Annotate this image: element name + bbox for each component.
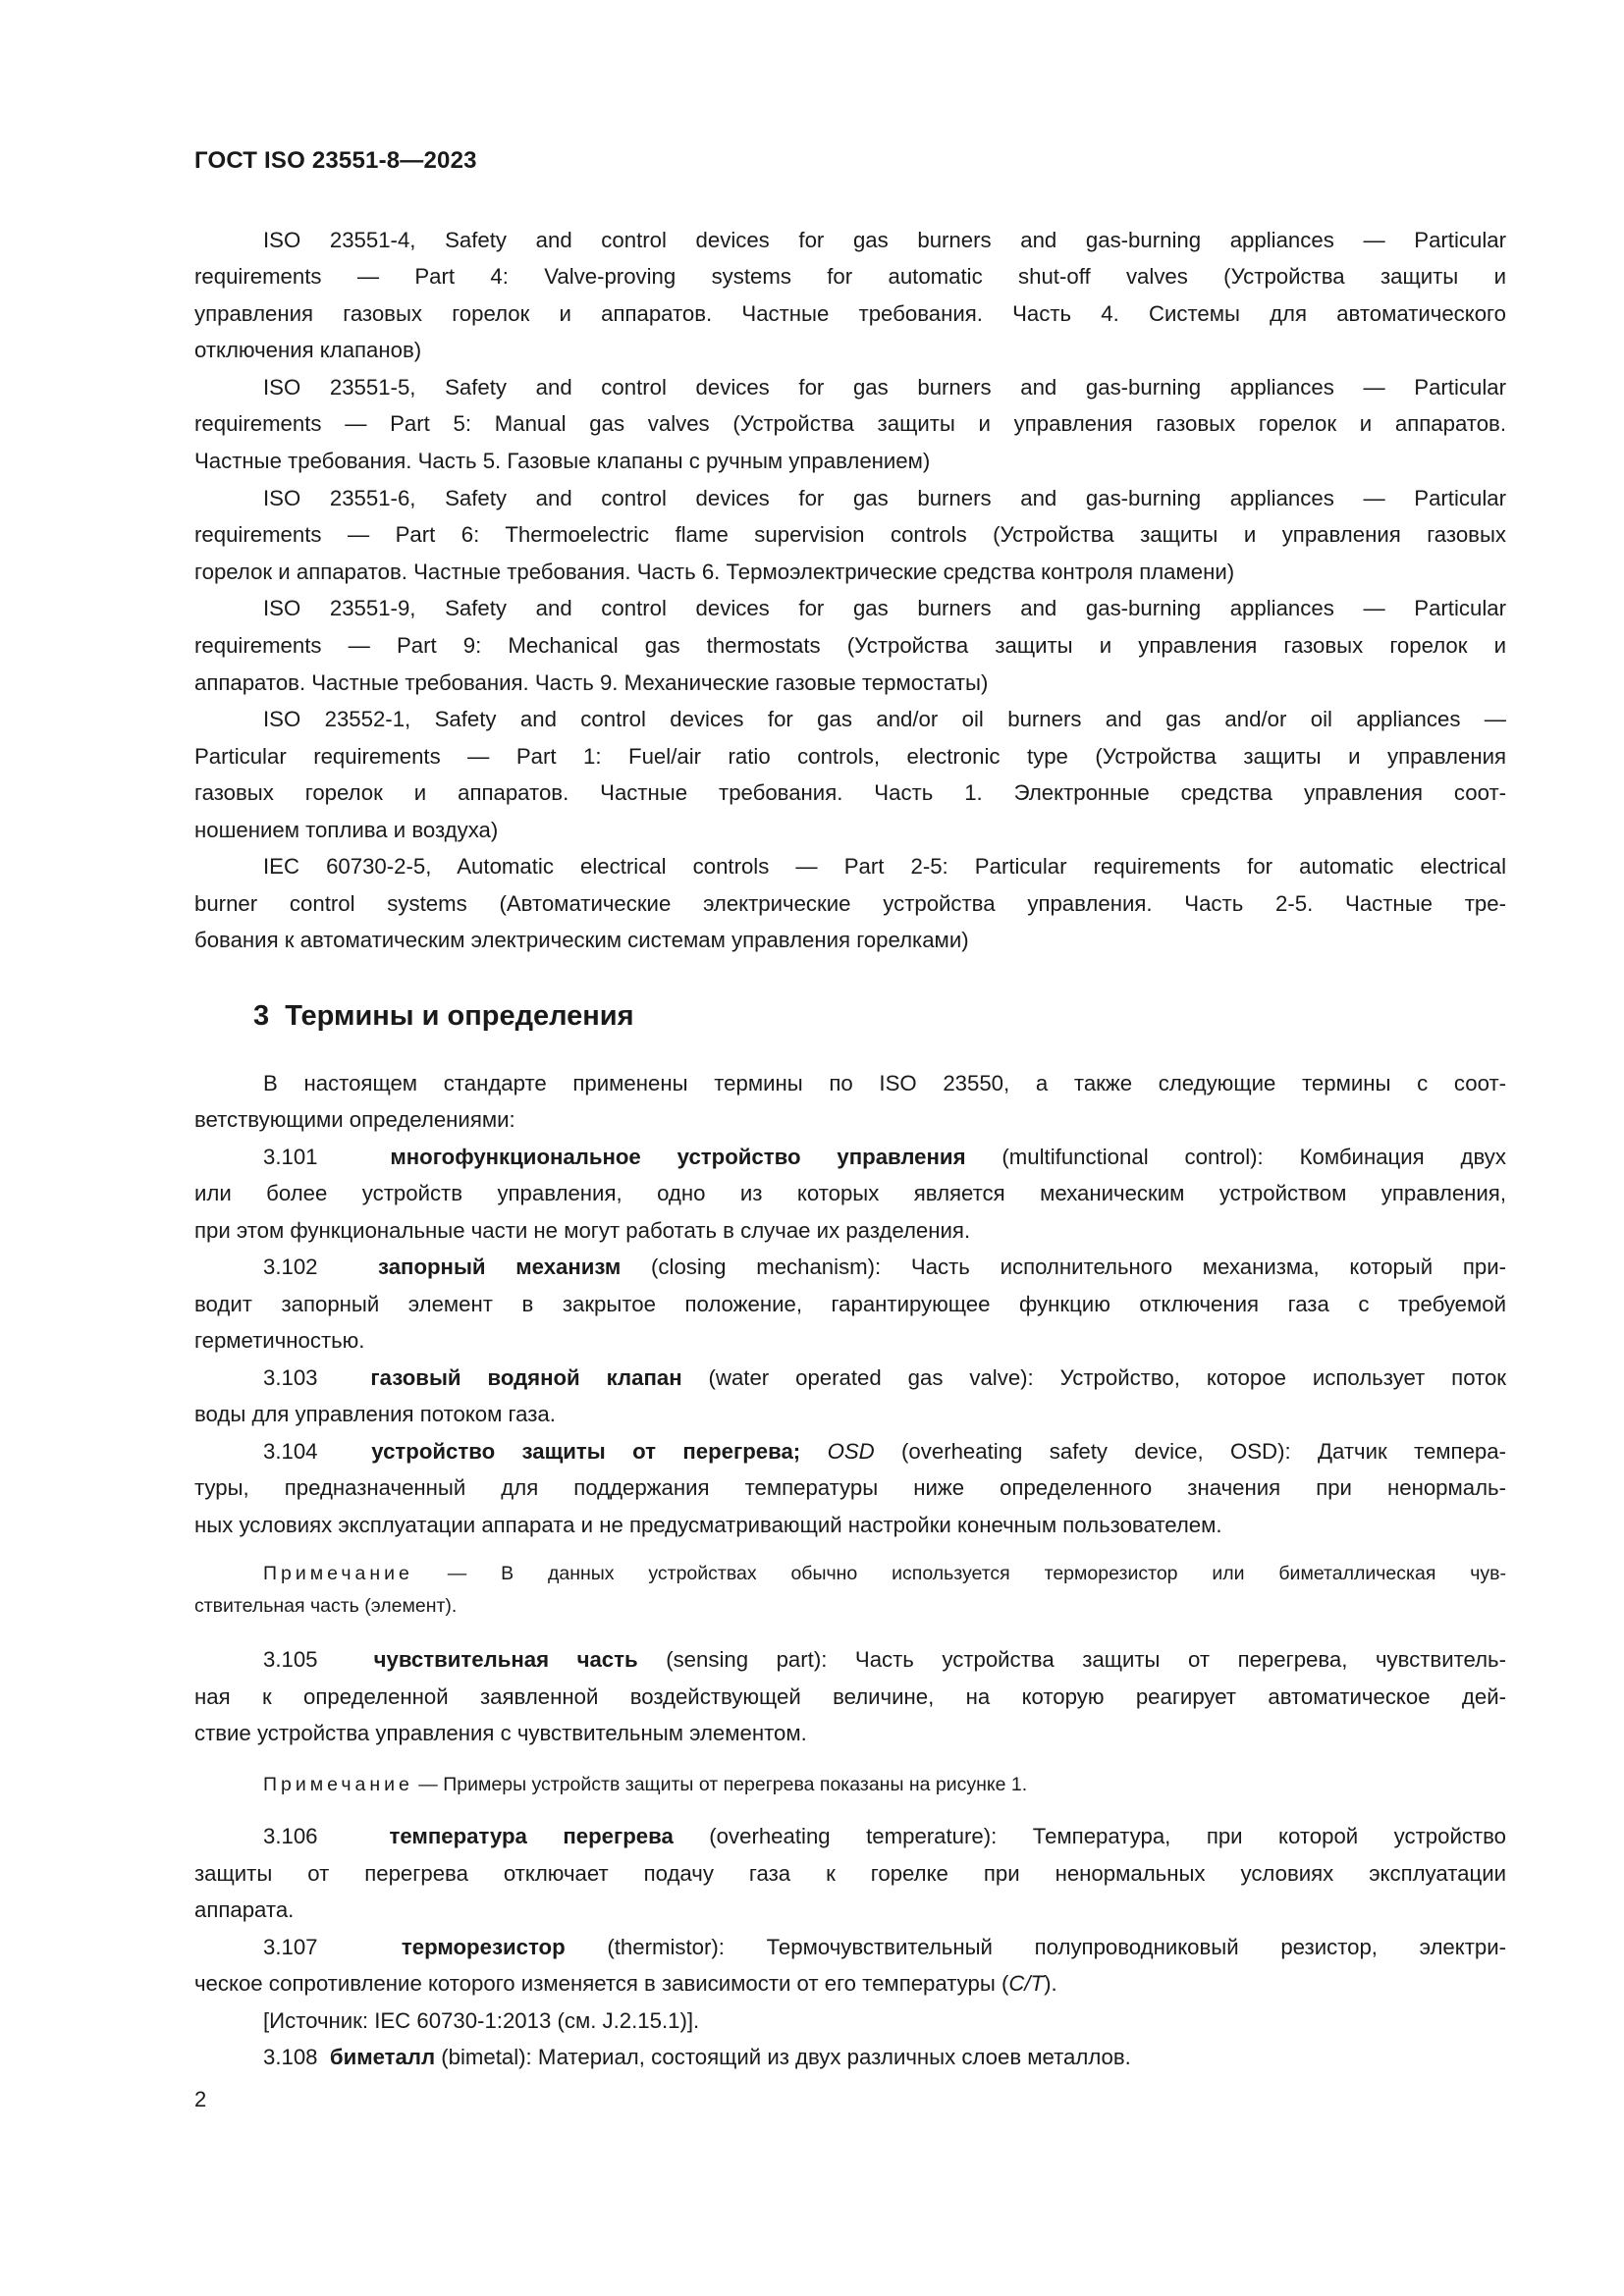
reference-line: ношением топлива и воздуха) [194,818,499,842]
term-line: при этом функциональные части не могут работать в случае их разделения. [194,1218,971,1243]
term-line: ческое сопротивление которого изменяется в зависимости от его температуры (C/T). [194,1971,1057,1996]
term-3-102: 3.102 запорный механизм (closing mechanism): Часть исполнительного механизма, который при- [263,1255,1506,1279]
section-title: Термины и определения [285,1000,634,1032]
reference-line: requirements — Part 6: Thermoelectric flame supervision controls (Устройства защиты и управления газовых [194,522,1506,547]
term-line: аппарата. [194,1897,295,1922]
term-line: ная к определенной заявленной воздействующей величине, на которую реагирует автоматическое дей- [194,1684,1506,1709]
reference-line: ISO 23552-1, Safety and control devices for gas and/or oil burners and gas and/or oil appliances — [263,707,1506,731]
note-line: ствительная часть (элемент). [194,1595,458,1617]
reference-line: горелок и аппаратов. Частные требования. Часть 6. Термоэлектрические средства контроля пламени) [194,560,1235,584]
reference-line: IEC 60730-2-5, Automatic electrical controls — Part 2-5: Particular requirements for automatic electrical [263,854,1506,879]
term-3-101: 3.101 многофункциональное устройство управления (multifunctional control): Комбинация двух [263,1145,1506,1169]
reference-line: ISO 23551-9, Safety and control devices for gas burners and gas-burning appliances — Particular [263,596,1506,620]
section-intro-line: ветствующими определениями: [194,1107,515,1132]
term-3-107: 3.107 терморезистор (thermistor): Термочувствительный полупроводниковый резистор, электри- [263,1935,1506,1959]
reference-line: аппаратов. Частные требования. Часть 9. Механические газовые термостаты) [194,670,989,695]
page-number: 2 [194,2087,207,2111]
reference-line: бования к автоматическим электрическим системам управления горелками) [194,928,969,952]
reference-line: Частные требования. Часть 5. Газовые клапаны с ручным управлением) [194,449,931,473]
term-name: биметалл [329,2045,436,2069]
term-3-104: 3.104 устройство защиты от перегрева; OSD (overheating safety device, OSD): Датчик темпера- [263,1439,1506,1464]
note-label: Примечание [263,1563,413,1584]
term-name: терморезистор [401,1935,566,1959]
reference-line: Particular requirements — Part 1: Fuel/air ratio controls, electronic type (Устройства защиты и управления [194,744,1506,769]
section-number: 3 [253,1000,270,1032]
term-name: чувствительная часть [373,1647,638,1672]
term-name: газовый водяной клапан [370,1365,682,1390]
reference-line: requirements — Part 4: Valve-proving systems for automatic shut-off valves (Устройства защиты и [194,264,1506,289]
term-name: многофункциональное устройство управления [390,1145,966,1169]
term-name: устройство защиты от перегрева; [371,1439,801,1464]
reference-line: ISO 23551-6, Safety and control devices for gas burners and gas-burning appliances — Particular [263,486,1506,510]
section-heading [253,1000,634,1033]
note-line: Примечание — В данных устройствах обычно используется терморезистор или биметаллическая чув- [263,1563,1507,1584]
term-line: герметичностью. [194,1328,365,1353]
term-source: [Источник: IEC 60730-1:2013 (см. J.2.15.1)]. [263,2008,700,2033]
term-3-105: 3.105 чувствительная часть (sensing part): Часть устройства защиты от перегрева, чувствитель- [263,1647,1506,1672]
document-header: ГОСТ ISO 23551-8—2023 [194,147,477,174]
term-3-103: 3.103 газовый водяной клапан (water operated gas valve): Устройство, которое использует поток [263,1365,1507,1390]
term-abbr: OSD [827,1439,875,1464]
term-line: или более устройств управления, одно из которых является механическим устройством управления, [194,1181,1506,1205]
note-line: Примечание — Примеры устройств защиты от перегрева показаны на рисунке 1. [263,1774,1028,1795]
reference-line: ISO 23551-4, Safety and control devices for gas burners and gas-burning appliances — Particular [263,228,1506,252]
term-name: запорный механизм [377,1255,622,1279]
term-line: туры, предназначенный для поддержания температуры ниже определенного значения при ненормаль- [194,1475,1506,1500]
term-line: ствие устройства управления с чувствительным элементом. [194,1721,807,1745]
term-line: ных условиях эксплуатации аппарата и не предусматривающий настройки конечным пользователем. [194,1513,1222,1537]
reference-line: отключения клапанов) [194,338,422,362]
note-label: Примечание [263,1774,413,1795]
term-name: температура перегрева [389,1824,674,1848]
term-3-106: 3.106 температура перегрева (overheating temperature): Температура, при которой устройство [263,1824,1506,1848]
reference-line: управления газовых горелок и аппаратов. Частные требования. Часть 4. Системы для автоматического [194,301,1506,326]
term-line: защиты от перегрева отключает подачу газа к горелке при ненормальных условиях эксплуатации [194,1861,1506,1886]
reference-line: requirements — Part 9: Mechanical gas thermostats (Устройства защиты и управления газовых горелок и [194,633,1506,658]
section-intro-line: В настоящем стандарте применены термины по ISO 23550, а также следующие термины с соот- [263,1071,1506,1095]
reference-line: requirements — Part 5: Manual gas valves (Устройства защиты и управления газовых горелок и аппаратов. [194,411,1506,436]
term-3-108: 3.108 биметалл (bimetal): Материал, состоящий из двух различных слоев металлов. [263,2045,1131,2069]
term-line: водит запорный элемент в закрытое положение, гарантирующее функцию отключения газа с требуемой [194,1292,1506,1316]
reference-line: burner control systems (Автоматические электрические устройства управления. Часть 2-5. Частные тре- [194,891,1506,916]
reference-line: газовых горелок и аппаратов. Частные требования. Часть 1. Электронные средства управления соот- [194,780,1506,805]
reference-line: ISO 23551-5, Safety and control devices for gas burners and gas-burning appliances — Particular [263,375,1506,400]
term-line: воды для управления потоком газа. [194,1402,556,1426]
